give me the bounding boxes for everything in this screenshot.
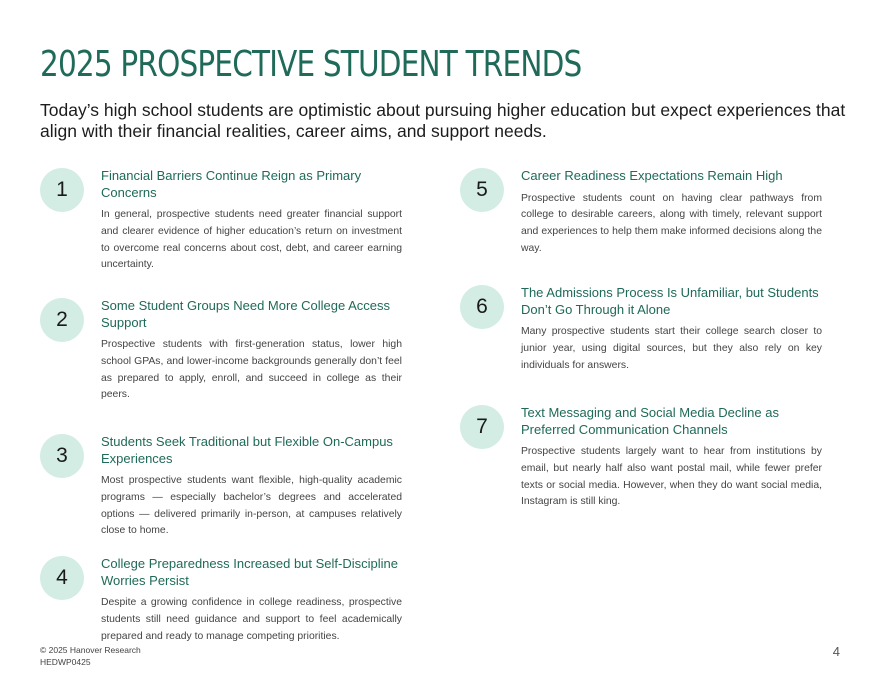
trend-item-7 [460, 405, 822, 511]
trend-body: Despite a growing confidence in college readiness, prospective students still need guidance and support to feel academically prepared and ready to manage competing priorities. [101, 597, 402, 642]
page-subtitle: Today’s high school students are optimistic about pursuing higher education but expect experiences that align with their financial realities, career aims, and support needs. [40, 100, 846, 141]
copyright-text: © 2025 Hanover Research [40, 645, 141, 655]
trend-item-6 [460, 285, 822, 401]
trend-body: Prospective students count on having clear pathways from college to desirable careers, along with timely, relevant support and experiences to help them make informed decisions along the way. [521, 192, 822, 254]
number-badge: 6 [460, 285, 504, 329]
trend-body: Prospective students with first-generation status, lower high school GPAs, and lower-income backgrounds generally don’t feel as prepared to apply, enroll, and succeed in college as their peers. [101, 339, 402, 401]
trend-title: Financial Barriers Continue Reign as Primary Concerns [101, 168, 362, 200]
trend-item-3 [40, 434, 402, 552]
trend-body: Most prospective students want flexible, high-quality academic programs — especially bachelor’s degrees and accelerated options — delivered primarily in-person, at campuses relatively close to home. [101, 475, 402, 537]
page-title: 2025 PROSPECTIVE STUDENT TRENDS [40, 44, 582, 85]
trend-title: College Preparedness Increased but Self-Discipline Worries Persist [101, 556, 398, 588]
trend-title: Students Seek Traditional but Flexible On-Campus Experiences [101, 434, 393, 466]
trend-item-5 [460, 168, 822, 281]
trend-body: Prospective students largely want to hear from institutions by email, but nearly half also want postal mail, while fewer prefer texts or social media. However, when they do want social media, Instagram is still king. [521, 446, 822, 508]
number-badge: 3 [40, 434, 84, 478]
trend-body: Many prospective students start their college search closer to junior year, using digital sources, but they also rely on key individuals for answers. [521, 326, 822, 371]
trend-body: In general, prospective students need greater financial support and clearer evidence of higher education’s return on investment to overcome real concerns about cost, debt, and career earning uncertainty. [101, 209, 402, 271]
trends-column-right [460, 164, 822, 511]
number-badge: 4 [40, 556, 84, 600]
trend-title: Some Student Groups Need More College Access Support [101, 298, 391, 330]
page-number: 4 [832, 644, 840, 659]
number-badge: 5 [460, 168, 504, 212]
number-badge: 1 [40, 168, 84, 212]
trend-title: Career Readiness Expectations Remain High [521, 168, 783, 183]
trend-item-2 [40, 298, 402, 430]
trend-item-1 [40, 168, 402, 294]
number-badge: 7 [460, 405, 504, 449]
document-code: HEDWP0425 [40, 657, 91, 667]
number-badge: 2 [40, 298, 84, 342]
footer [40, 644, 141, 668]
trends-column-left [40, 164, 402, 645]
trend-title: Text Messaging and Social Media Decline as Preferred Communication Channels [521, 405, 779, 437]
trend-item-4 [40, 556, 402, 645]
trend-title: The Admissions Process Is Unfamiliar, but Students Don’t Go Through it Alone [521, 285, 819, 317]
